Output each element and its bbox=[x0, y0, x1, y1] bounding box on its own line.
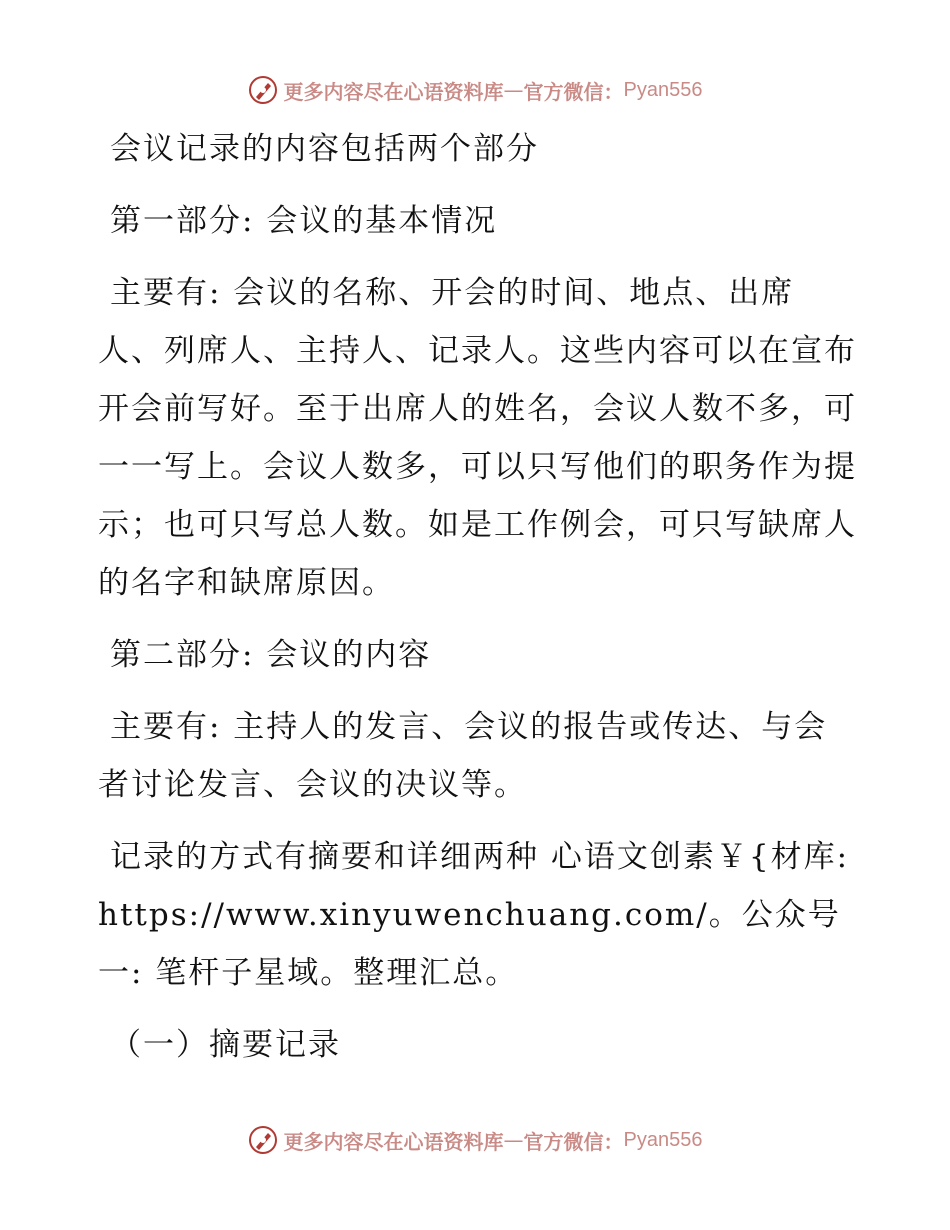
pen-circle-icon bbox=[248, 75, 278, 105]
watermark-wechat-label: 官方微信： bbox=[523, 1129, 624, 1154]
watermark-separator: — bbox=[503, 1128, 524, 1152]
watermark-handle: Pyan556 bbox=[623, 1128, 703, 1151]
document-body bbox=[98, 120, 858, 1088]
watermark-handle: Pyan556 bbox=[623, 78, 703, 101]
part1-body: 主要有: 会议的名称、开会的时间、地点、出席人、列席人、主持人、记录人。这些内容可以在宣布开会前写好。至于出席人的姓名，会议人数不多，可一一写上。会议人数多，可以只写他们的职务作为提示；也可只写总人数。如是工作例会，可只写缺席人的名字和缺席原因。 bbox=[98, 275, 857, 601]
part2-body: 主要有: 主持人的发言、会议的报告或传达、与会者讨论发言、会议的决议等。 bbox=[98, 709, 828, 803]
subsection-title: （一）摘要记录 bbox=[110, 1027, 341, 1063]
header-watermark bbox=[0, 70, 950, 110]
watermark-separator: — bbox=[503, 78, 524, 102]
document-heading: 会议记录的内容包括两个部分 bbox=[110, 131, 539, 167]
footer-watermark bbox=[0, 1120, 950, 1160]
watermark-brand: 更多内容尽在心语资料库 bbox=[283, 79, 504, 104]
recording-methods-text: 记录的方式有摘要和详细两种 心语文创素￥{材库: https://www.xinyuwenchuang.com/。公众号一: 笔杆子星域。整理汇总。 bbox=[98, 839, 850, 991]
pen-circle-icon bbox=[248, 1125, 278, 1155]
part1-title: 第一部分: 会议的基本情况 bbox=[110, 203, 498, 239]
watermark-wechat-label: 官方微信： bbox=[523, 79, 624, 104]
part2-title: 第二部分: 会议的内容 bbox=[110, 637, 432, 673]
watermark-brand: 更多内容尽在心语资料库 bbox=[283, 1129, 504, 1154]
